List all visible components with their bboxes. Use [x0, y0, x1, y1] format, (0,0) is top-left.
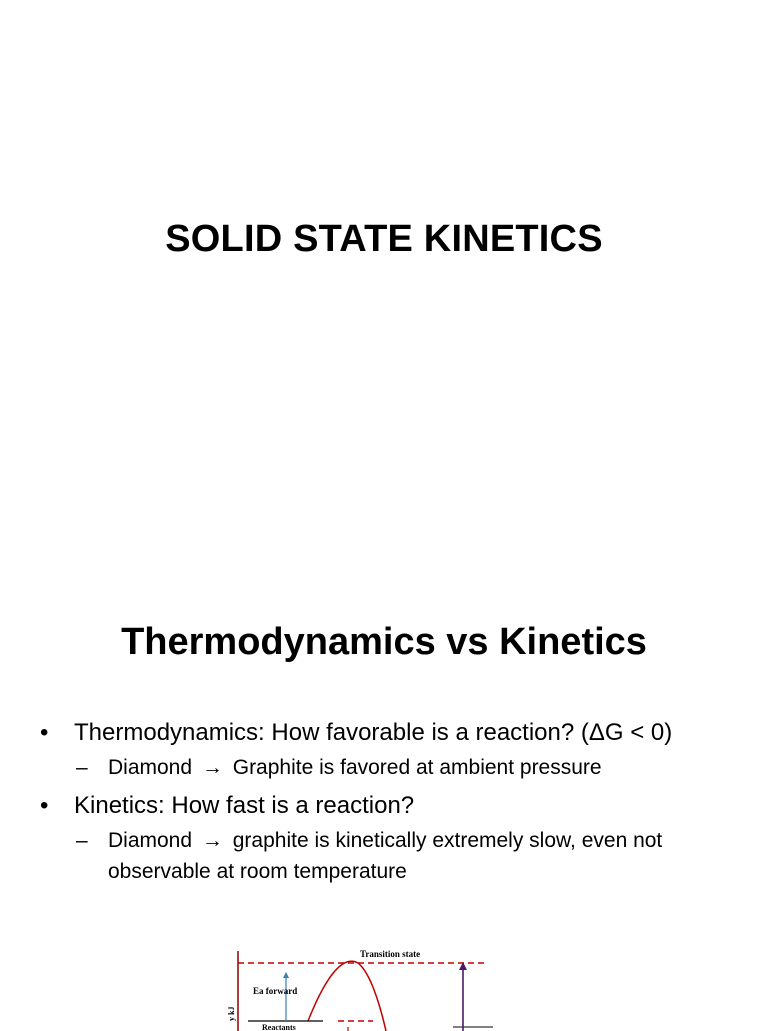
- bullet-text: Thermodynamics: How favorable is a reaction? (ΔG < 0): [74, 719, 673, 746]
- transition-label: Transition state: [360, 949, 421, 959]
- bullet-text: Kinetics: How fast is a reaction?: [74, 792, 415, 819]
- arrow-icon: →: [201, 756, 223, 779]
- content-slide: [0, 576, 768, 1031]
- slide-heading: Thermodynamics vs Kinetics: [121, 621, 647, 663]
- bullet-item: [40, 716, 730, 750]
- sub-bullet-item: [40, 825, 730, 887]
- sub-bullet-to: graphite is kinetically extremely slow, even not observable at room temperature: [108, 829, 663, 883]
- bullet-dot: •: [40, 792, 49, 819]
- arrow-icon: →: [201, 829, 223, 852]
- sub-bullet-dash: –: [76, 756, 88, 779]
- reactants-label: Reactants: [262, 1023, 296, 1031]
- ea-forward-label: Ea forward: [253, 986, 298, 996]
- slide-title: SOLID STATE KINETICS: [165, 218, 603, 260]
- bullet-dot: •: [40, 719, 49, 746]
- sub-bullet-item: [40, 752, 730, 783]
- bullet-list: [40, 716, 730, 893]
- sub-bullet-to: Graphite is favored at ambient pressure: [232, 756, 602, 779]
- sub-bullet-from: Diamond: [108, 756, 193, 779]
- sub-bullet-from: Diamond: [108, 829, 193, 852]
- bullet-item: [40, 789, 730, 823]
- y-axis-label: y kJ: [227, 1006, 236, 1021]
- ea-arrow-head: [283, 972, 289, 978]
- energy-diagram: [228, 941, 528, 1031]
- sub-bullet-dash: –: [76, 829, 88, 852]
